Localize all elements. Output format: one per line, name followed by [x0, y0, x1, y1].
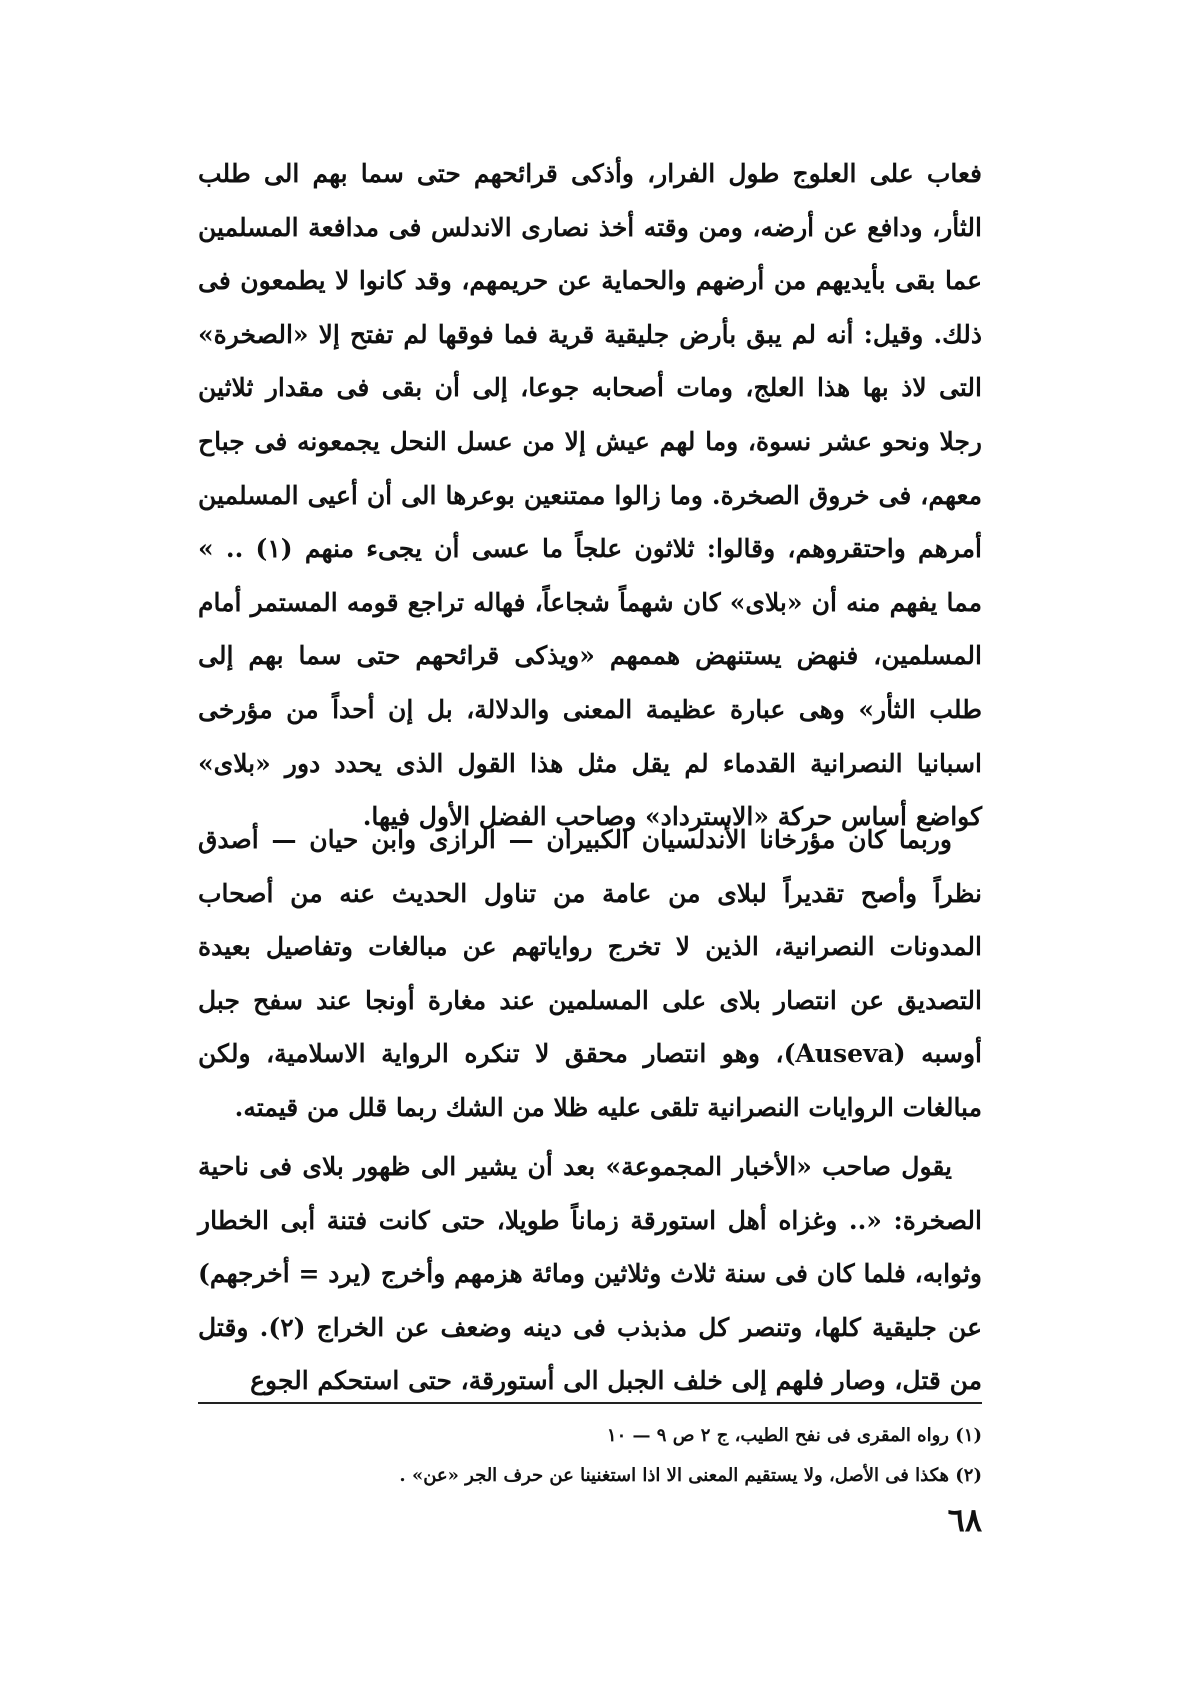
body-paragraph-3: [198, 1140, 982, 1408]
paragraph-text: فعاب على العلوج طول الفرار، وأذكى قرائحهم حتى سما بهم الى طلب الثأر، ودافع عن أرضه، ومن وقته أخذ نصارى الاندلس فى مدافعة المسلمين عما بقى بأيديهم من أرضهم والحماية عن حريمهم، وقد كانوا لا يطمعون فى ذلك. وقيل: أنه لم يبق بأرض جليقية قرية فما فوقها لم تفتح إلا «الصخرة» التى لاذ بها هذا العلج، ومات أصحابه جوعا، إلى أن بقى فى مقدار ثلاثين رجلا ونحو عشر نسوة، وما لهم عيش إلا من عسل النحل يجمعونه فى جباح معهم، فى خروق الصخرة. وما زالوا ممتنعين بوعرها الى أن أعيى المسلمين أمرهم واحتقروهم، وقالوا: ثلاثون علجاً ما عسى أن يجىء منهم (١) .. » مما يفهم منه أن «بلاى» كان شهماً شجاعاً، فهاله تراجع قومه المستمر أمام المسلمين، فنهض يستنهض هممهم «ويذكى قرائحهم حتى سما بهم إلى طلب الثأر» وهى عبارة عظيمة المعنى والدلالة، بل إن أحداً من مؤرخى اسبانيا النصرانية القدماء لم يقل مثل هذا القول الذى يحدد دور «بلاى» كواضع أساس حركة «الاسترداد» وصاحب الفضل الأول فيها.: [198, 159, 982, 832]
paragraph-text: وربما كان مؤرخانا الأندلسيان الكبيران — الرازى وابن حيان — أصدق نظراً وأصح تقديراً لبلاى من عامة من تناول الحديث عنه من أصحاب المدونات النصرانية، الذين لا تخرج رواياتهم عن مبالغات وتفاصيل بعيدة التصديق عن انتصار بلاى على المسلمين عند مغارة أونجا عند سفح جبل أوسبه (Auseva)، وهو انتصار محقق لا تنكره الرواية الاسلامية، ولكن مبالغات الروايات النصرانية تلقى عليه ظلا من الشك ربما قلل من قيمته.: [198, 825, 982, 1122]
footnote-2: (٢) هكذا فى الأصل، ولا يستقيم المعنى الا اذا استغنينا عن حرف الجر «عن» .: [399, 1465, 982, 1486]
footnote-1: (١) رواه المقرى فى نفح الطيب، ج ٢ ص ٩ — ١٠: [606, 1425, 982, 1446]
page-number: ٦٨: [947, 1501, 982, 1539]
body-paragraph-2: [198, 813, 982, 1135]
paragraph-text: يقول صاحب «الأخبار المجموعة» بعد أن يشير الى ظهور بلاى فى ناحية الصخرة: «.. وغزاه أهل استورقة زماناً طويلا، حتى كانت فتنة أبى الخطار وثوابه، فلما كان فى سنة ثلاث وثلاثين ومائة هزمهم وأخرج (يرد = أخرجهم) عن جليقية كلها، وتنصر كل مذبذب فى دينه وضعف عن الخراج (٢). وقتل من قتل، وصار فلهم إلى خلف الجبل الى أستورقة، حتى استحكم الجوع: [198, 1152, 982, 1396]
footnotes: [198, 1416, 982, 1496]
footnote-divider: [198, 1402, 982, 1404]
body-paragraph-1: [198, 147, 982, 844]
